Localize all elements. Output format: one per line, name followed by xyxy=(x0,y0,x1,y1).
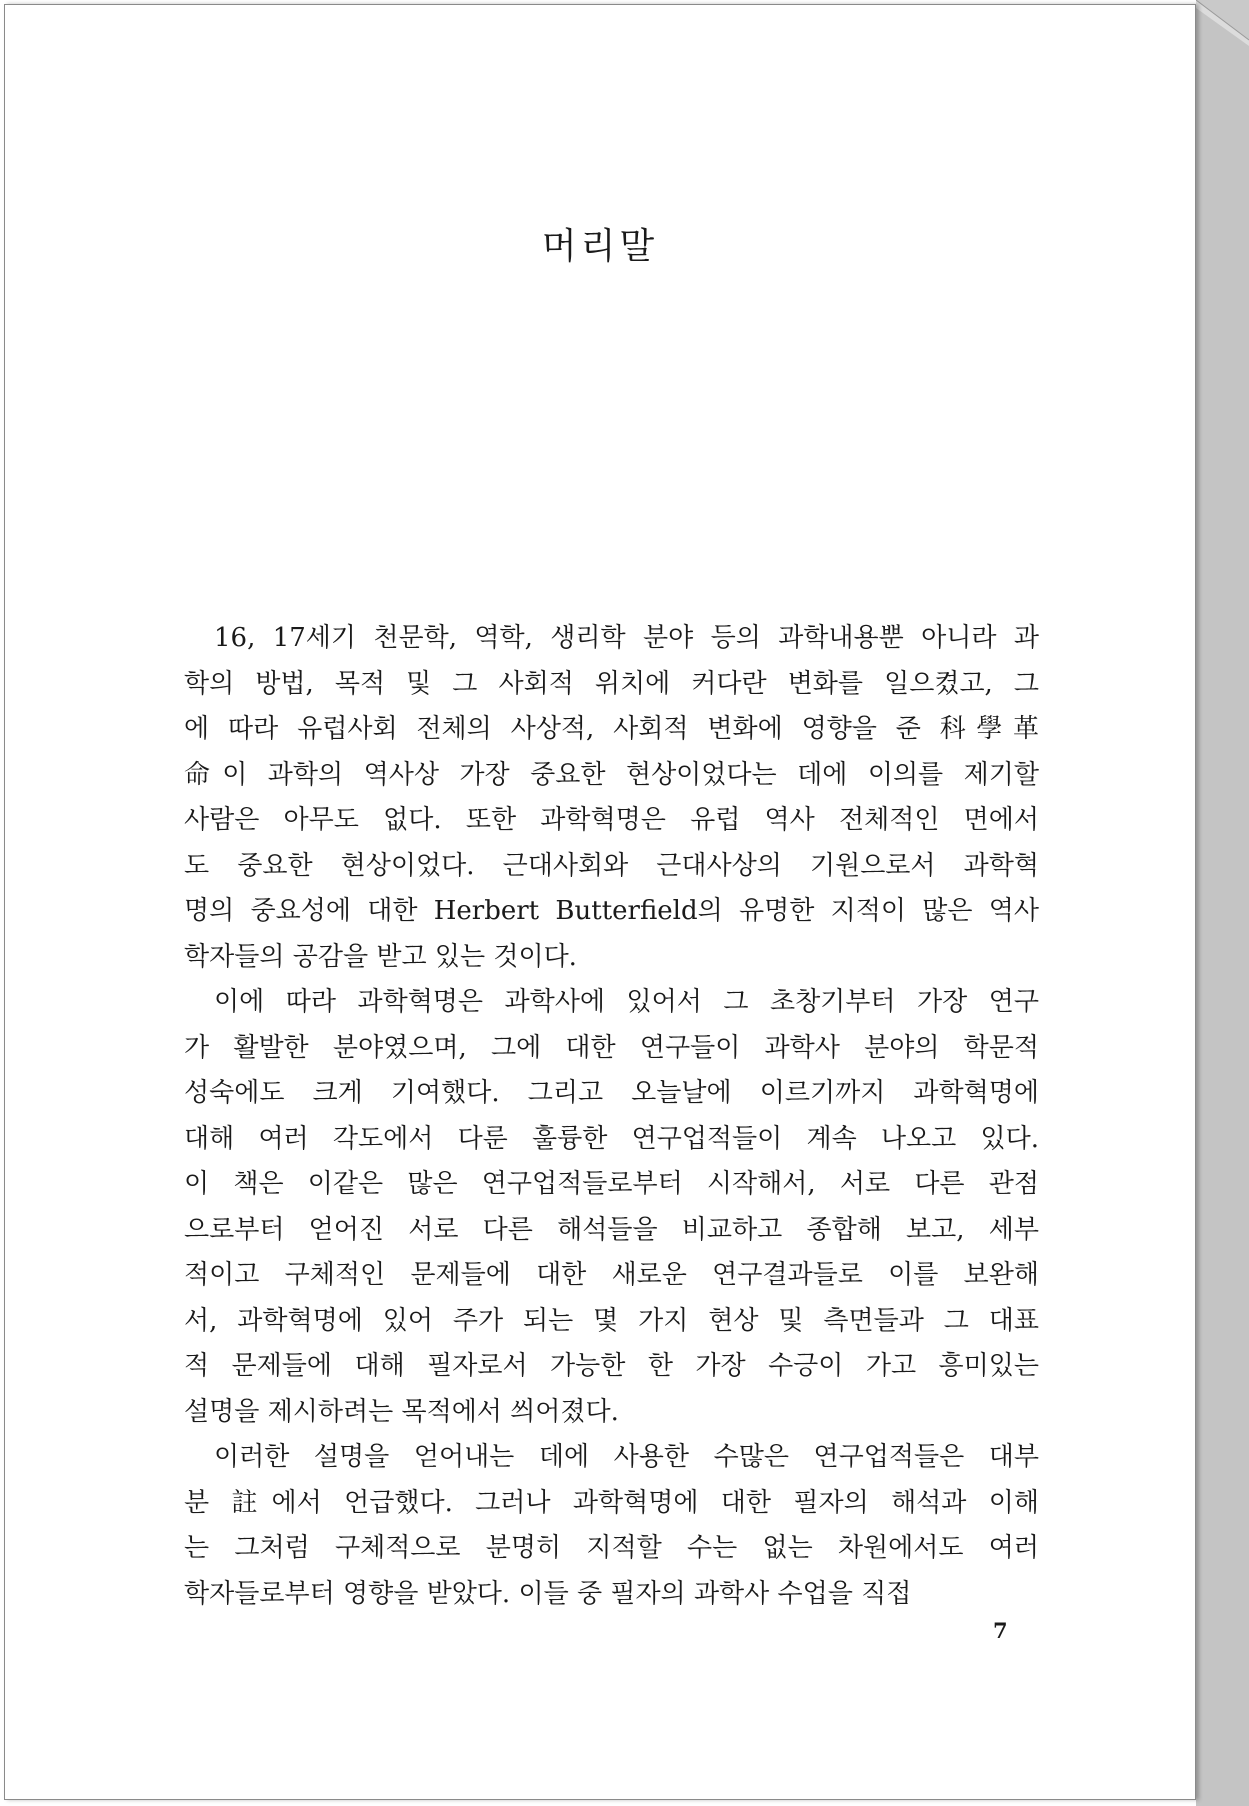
text-line: 학자들의 공감을 받고 있는 것이다. xyxy=(184,941,577,972)
text-line: 도 중요한 현상이었다. 근대사회와 근대사상의 기원으로서 과학혁 xyxy=(184,850,1039,881)
text-line: 이러한 설명을 얻어내는 데에 사용한 수많은 연구업적들은 대부 xyxy=(214,1442,1039,1472)
body-text xyxy=(184,616,1039,1617)
text-line: 16, 17세기 천문학, 역학, 생리학 분야 등의 과학내용뿐 아니라 과 xyxy=(214,623,1039,653)
text-line: 분 註에서 언급했다. 그러나 과학혁명에 대한 필자의 해석과 이해 xyxy=(184,1487,1039,1518)
text-line: 이 책은 이같은 많은 연구업적들로부터 시작해서, 서로 다른 관점 xyxy=(184,1169,1039,1199)
text-line: 성숙에도 크게 기여했다. 그리고 오늘날에 이르기까지 과학혁명에 xyxy=(184,1078,1039,1108)
text-line: 명의 중요성에 대한 Herbert Butterfield의 유명한 지적이 많은 역사 xyxy=(184,896,1039,926)
text-line: 이에 따라 과학혁명은 과학사에 있어서 그 초창기부터 가장 연구 xyxy=(214,987,1039,1017)
paragraph-3 xyxy=(184,1435,1039,1617)
text-line: 대해 여러 각도에서 다룬 훌륭한 연구업적들이 계속 나오고 있다. xyxy=(184,1123,1039,1154)
text-line: 에 따라 유럽사회 전체의 사상적, 사회적 변화에 영향을 준 科學革 xyxy=(184,714,1039,744)
paragraph-2 xyxy=(184,980,1039,1435)
text-line: 서, 과학혁명에 있어 주가 되는 몇 가지 현상 및 측면들과 그 대표 xyxy=(184,1305,1039,1336)
text-line: 命이 과학의 역사상 가장 중요한 현상이었다는 데에 이의를 제기할 xyxy=(184,759,1039,790)
text-line: 는 그처럼 구체적으로 분명히 지적할 수는 없는 차원에서도 여러 xyxy=(184,1533,1039,1563)
text-line: 적 문제들에 대해 필자로서 가능한 한 가장 수긍이 가고 흥미있는 xyxy=(184,1351,1039,1381)
paragraph-1 xyxy=(184,616,1039,980)
text-line: 으로부터 얻어진 서로 다른 해석들을 비교하고 종합해 보고, 세부 xyxy=(184,1214,1039,1245)
text-line: 사람은 아무도 없다. 또한 과학혁명은 유럽 역사 전체적인 면에서 xyxy=(184,805,1039,835)
page-number: 7 xyxy=(993,1618,1008,1643)
page-title: 머리말 xyxy=(541,226,659,267)
text-line: 학자들로부터 영향을 받았다. 이들 중 필자의 과학사 수업을 직접 xyxy=(184,1578,912,1609)
text-line: 설명을 제시하려는 목적에서 씌어졌다. xyxy=(184,1396,619,1427)
text-line: 적이고 구체적인 문제들에 대한 새로운 연구결과들로 이를 보완해 xyxy=(184,1260,1039,1290)
text-line: 가 활발한 분야였으며, 그에 대한 연구들이 과학사 분야의 학문적 xyxy=(184,1032,1039,1063)
page-stack-edge xyxy=(1196,0,1249,1806)
text-line: 학의 방법, 목적 및 그 사회적 위치에 커다란 변화를 일으켰고, 그 xyxy=(184,668,1039,699)
book-page xyxy=(4,4,1196,1800)
